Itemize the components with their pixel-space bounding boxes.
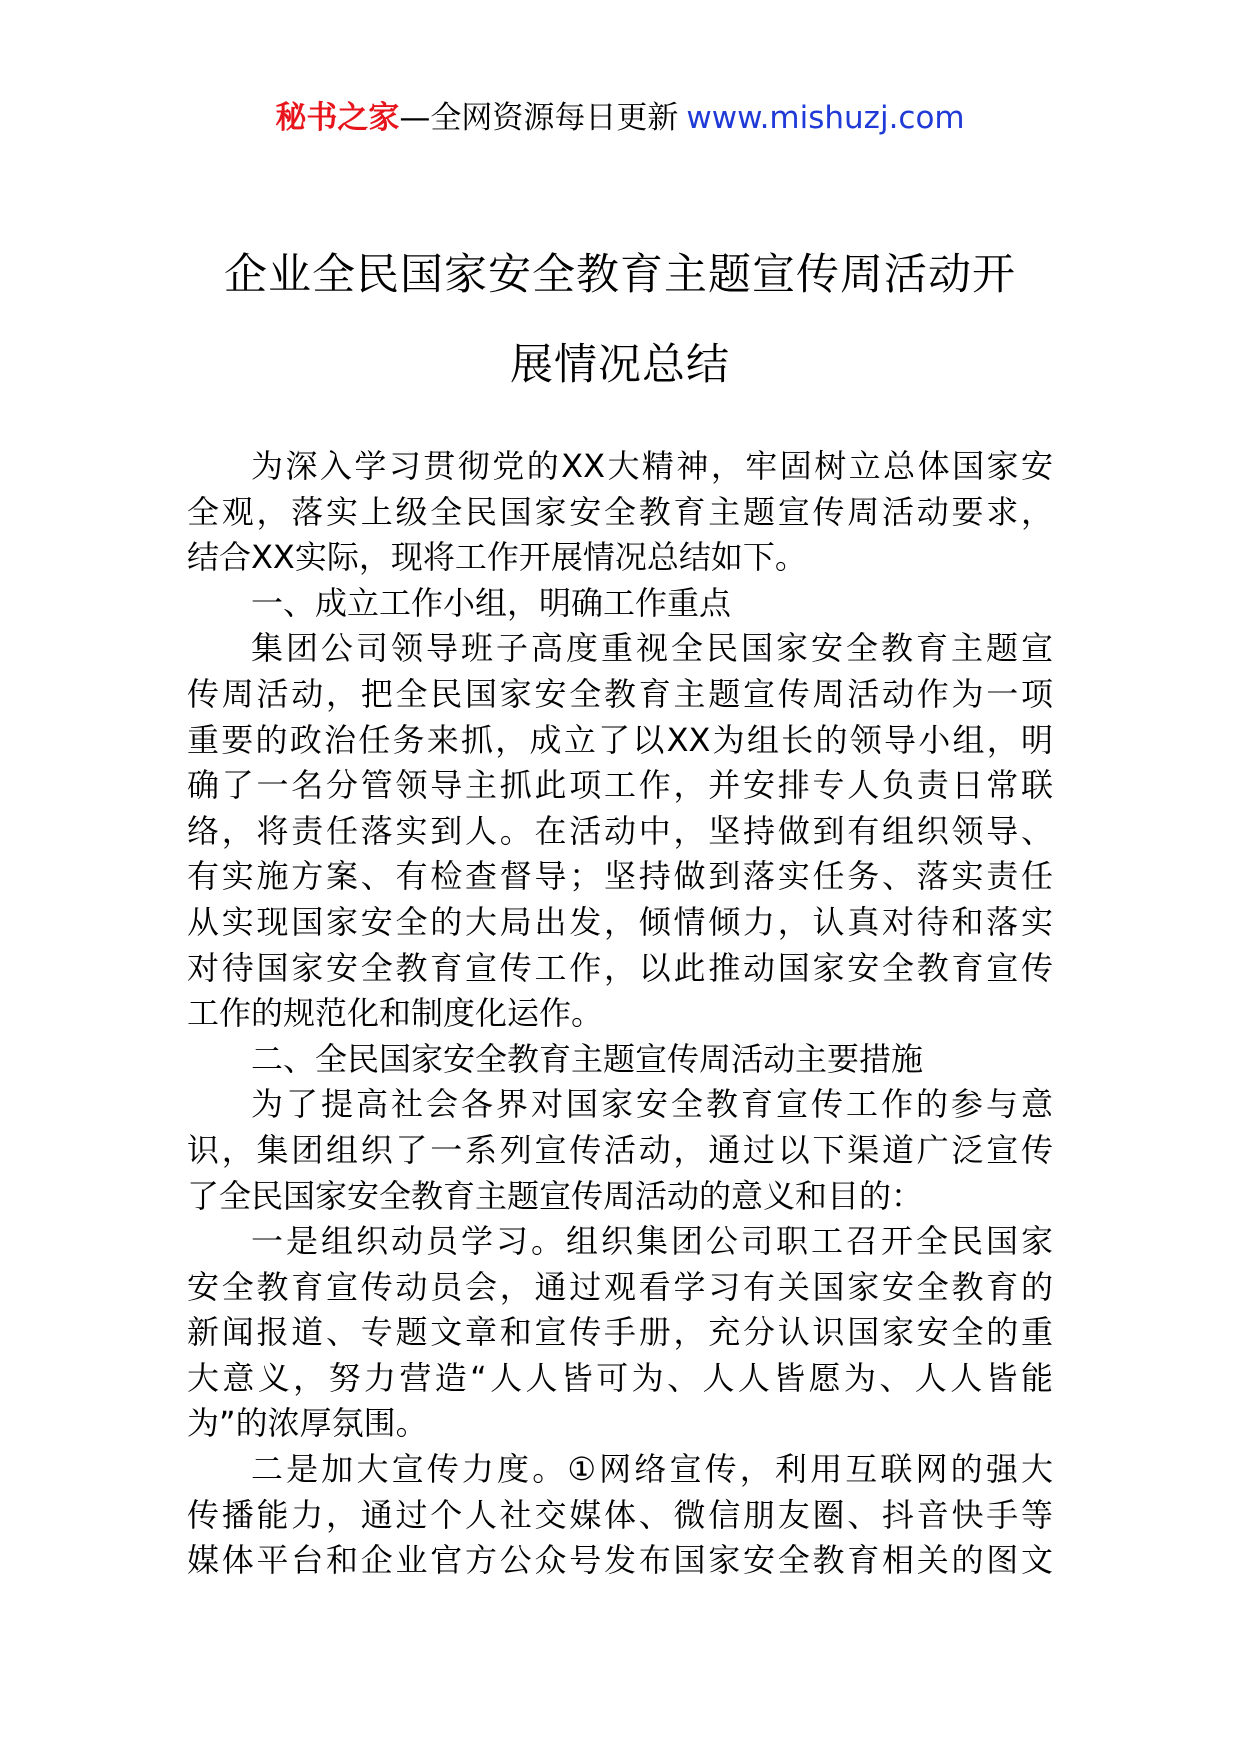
paragraph-intro-line: 全观，落实上级全民国家安全教育主题宣传周活动要求， (187, 492, 1053, 531)
paragraph-line: 媒体平台和企业官方公众号发布国家安全教育相关的图文 (187, 1541, 1053, 1580)
paragraph-line: 一是组织动员学习。组织集团公司职工召开全民国家 (251, 1222, 1053, 1261)
paragraph-line: 络，将责任落实到人。在活动中，坚持做到有组织领导、 (187, 811, 1053, 850)
paragraph-line: 为了提高社会各界对国家安全教育宣传工作的参与意 (251, 1085, 1053, 1124)
document-title (190, 230, 1050, 410)
paragraph-intro-line: 为深入学习贯彻党的XX大精神，牢固树立总体国家安 (251, 447, 1053, 485)
paragraph-line: 为”的浓厚氛围。 (187, 1404, 428, 1443)
title-line: 展情况总结 (510, 340, 730, 390)
paragraph-line: 安全教育宣传动员会，通过观看学习有关国家安全教育的 (187, 1267, 1053, 1306)
paragraph-line: 工作的规范化和制度化运作。 (187, 994, 604, 1033)
paragraph-line: 确了一名分管领导主抓此项工作，并安排专人负责日常联 (187, 766, 1053, 805)
paragraph-intro-line: 结合XX实际，现将工作开展情况总结如下。 (187, 538, 807, 577)
paragraph-line: 对待国家安全教育宣传工作，以此推动国家安全教育宣传 (187, 948, 1053, 987)
paragraph-line: 新闻报道、专题文章和宣传手册，充分认识国家安全的重 (187, 1313, 1053, 1352)
paragraph-line: 有实施方案、有检查督导；坚持做到落实任务、落实责任 (187, 857, 1053, 896)
document-body (187, 444, 1053, 1584)
paragraph-line: 了全民国家安全教育主题宣传周活动的意义和目的： (187, 1176, 924, 1215)
paragraph-line: 集团公司领导班子高度重视全民国家安全教育主题宣 (251, 629, 1053, 668)
title-line: 企业全民国家安全教育主题宣传周活动开 (224, 250, 1016, 300)
site-url-link[interactable]: www.mishuzj.com (686, 100, 965, 136)
paragraph-line: 重要的政治任务来抓，成立了以XX为组长的领导小组，明 (187, 720, 1053, 759)
site-header (0, 98, 1240, 138)
section-heading-2: 二、全民国家安全教育主题宣传周活动主要措施 (251, 1039, 924, 1078)
paragraph-line: 大意义，努力营造“人人皆可为、人人皆愿为、人人皆能 (187, 1358, 1053, 1397)
paragraph-line: 识，集团组织了一系列宣传活动，通过以下渠道广泛宣传 (187, 1130, 1053, 1169)
paragraph-line: 二是加大宣传力度。①网络宣传，利用互联网的强大 (251, 1450, 1053, 1489)
paragraph-line: 传周活动，把全民国家安全教育主题宣传周活动作为一项 (187, 674, 1053, 713)
paragraph-line: 传播能力，通过个人社交媒体、微信朋友圈、抖音快手等 (187, 1495, 1053, 1534)
paragraph-line: 从实现国家安全的大局出发，倾情倾力，认真对待和落实 (187, 902, 1053, 941)
site-tagline: —全网资源每日更新 (399, 100, 679, 136)
section-heading-1: 一、成立工作小组，明确工作重点 (251, 583, 732, 622)
site-brand: 秘书之家 (275, 100, 400, 136)
